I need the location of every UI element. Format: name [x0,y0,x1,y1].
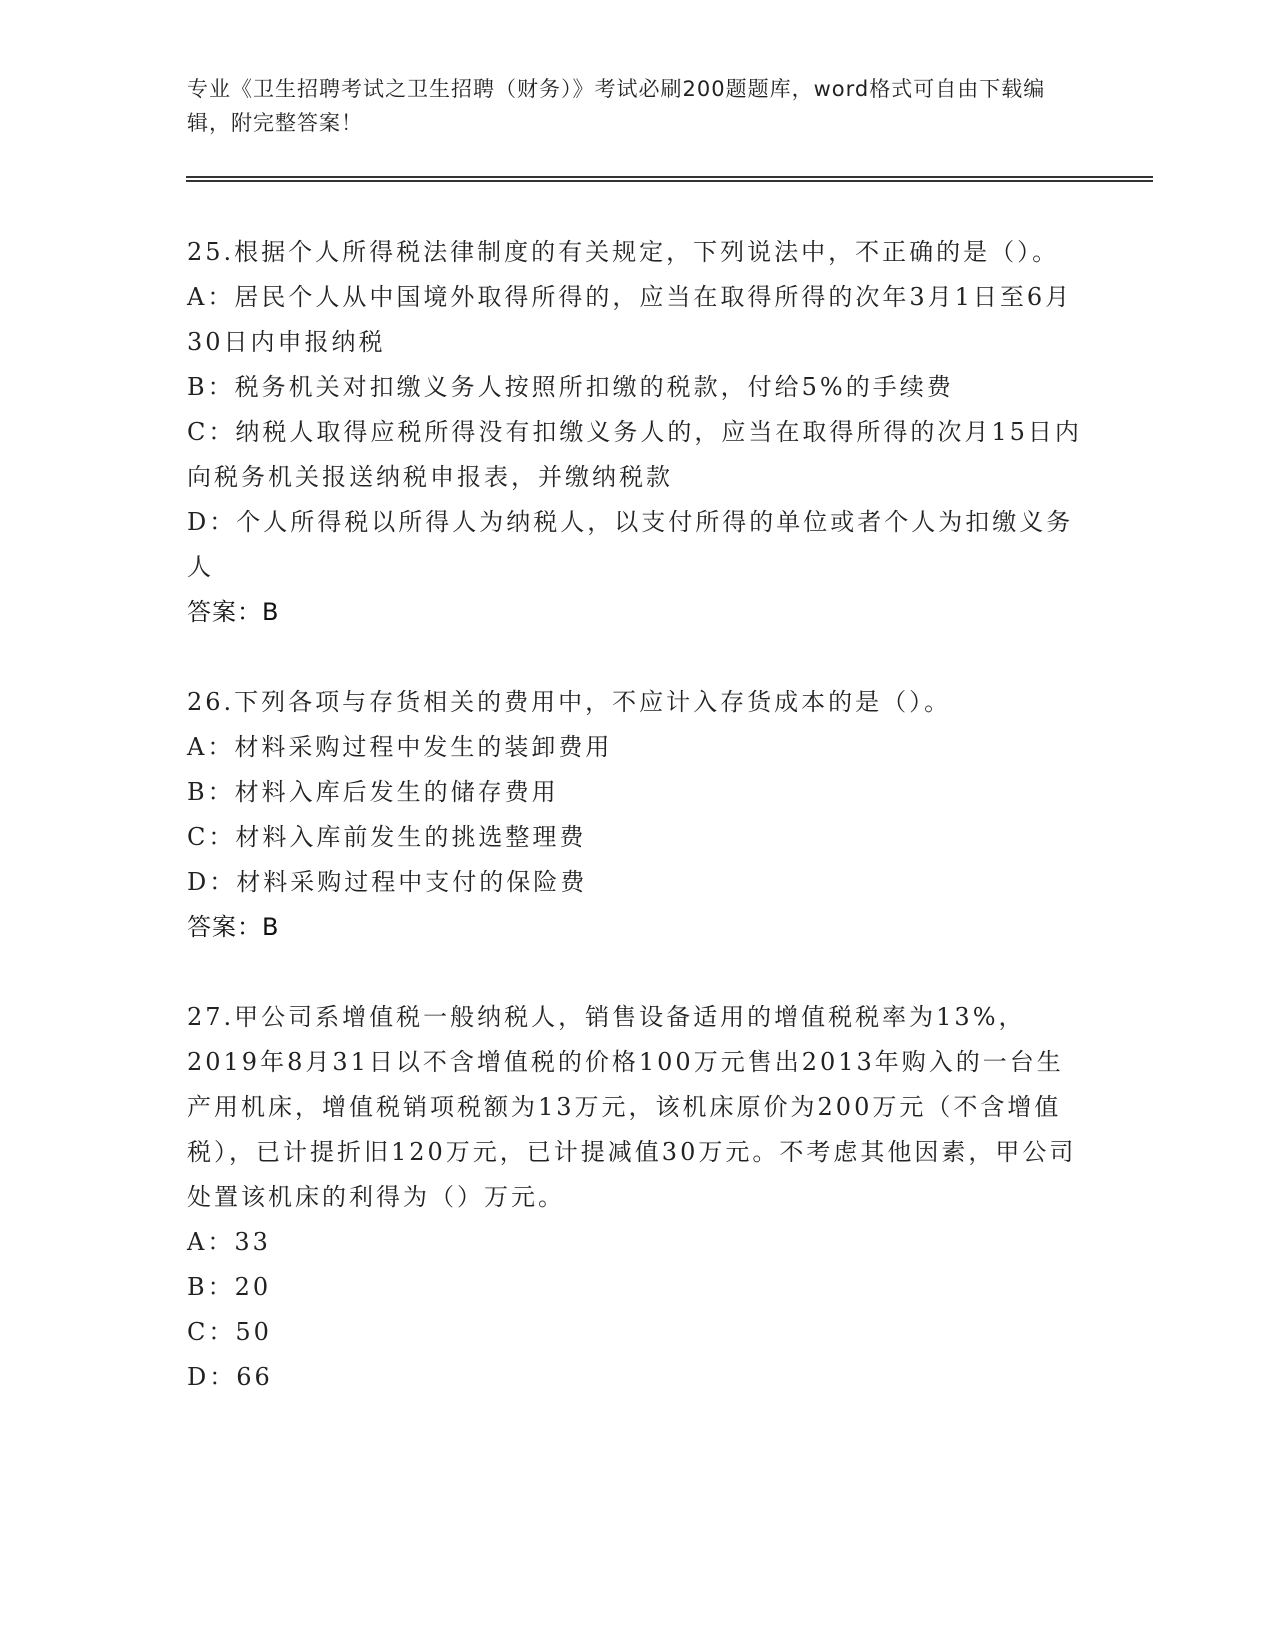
header-divider [186,176,1153,182]
option-b: B：税务机关对扣缴义务人按照所扣缴的税款，付给5%的手续费 [187,373,954,401]
option-c: C：50 [187,1318,272,1346]
document-header: 专业《卫生招聘考试之卫生招聘（财务）》考试必刷200题题库，word格式可自由下载编辑，附完整答案！ [187,77,1046,135]
question-spacer [187,635,1087,680]
option-b: B：20 [187,1273,272,1301]
option-d: D：个人所得税以所得人为纳税人，以支付所得的单位或者个人为扣缴义务人 [187,508,1074,581]
option-c: C：纳税人取得应税所得没有扣缴义务人的，应当在取得所得的次月15日内向税务机关报送纳税申报表，并缴纳税款 [187,418,1082,491]
option-c: C：材料入库前发生的挑选整理费 [187,823,587,851]
question-spacer [187,950,1087,995]
question-26 [187,680,1087,950]
option-a: A：材料采购过程中发生的装卸费用 [187,733,613,761]
question-list [187,230,1087,1400]
question-27 [187,995,1087,1400]
question-stem: 27.甲公司系增值税一般纳税人，销售设备适用的增值税税率为13%，2019年8月31日以不含增值税的价格100万元售出2013年购入的一台生产用机床，增值税销项税额为13万元，该机床原价为200万元（不含增值税），已计提折旧120万元，已计提减值30万元。不考虑其他因素，甲公司处置该机床的利得为（）万元。 [187,1003,1077,1211]
question-25 [187,230,1087,635]
option-a: A：33 [187,1228,271,1256]
answer: 答案：B [187,913,280,941]
question-stem: 25.根据个人所得税法律制度的有关规定，下列说法中，不正确的是（）。 [187,238,1060,266]
answer: 答案：B [187,598,280,626]
question-stem: 26.下列各项与存货相关的费用中，不应计入存货成本的是（）。 [187,688,952,716]
option-d: D：材料采购过程中支付的保险费 [187,868,588,896]
option-d: D：66 [187,1363,273,1391]
option-b: B：材料入库后发生的储存费用 [187,778,559,806]
option-a: A：居民个人从中国境外取得所得的，应当在取得所得的次年3月1日至6月30日内申报纳税 [187,283,1073,356]
